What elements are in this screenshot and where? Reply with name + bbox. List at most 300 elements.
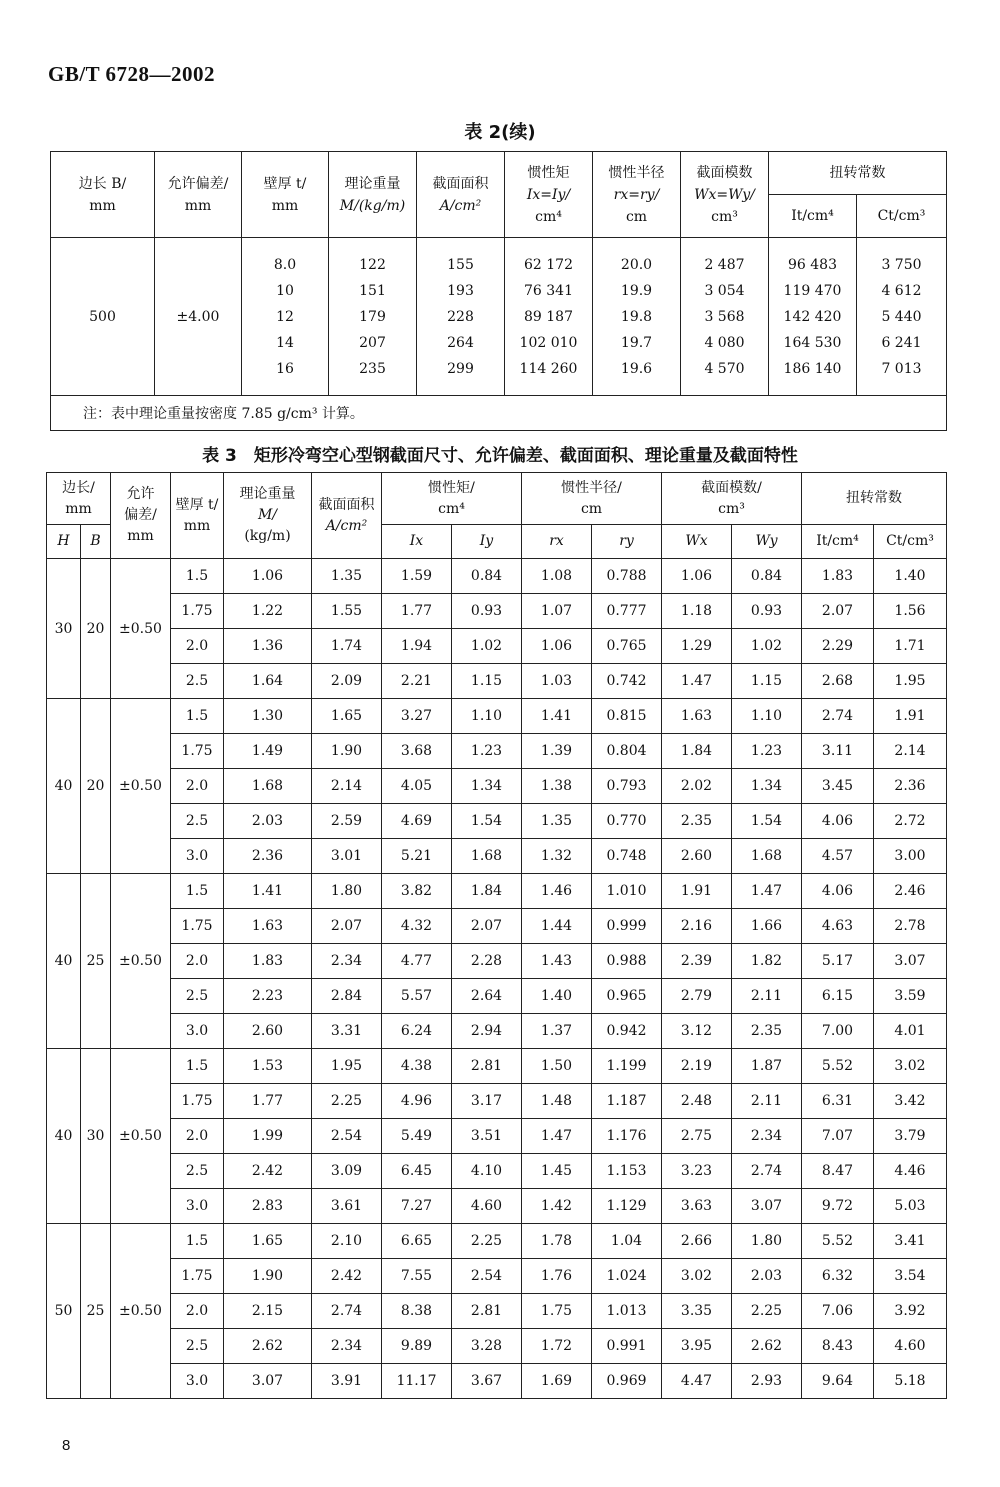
t3-cell-area: 2.84 bbox=[312, 979, 382, 1014]
t3-cell-ix: 3.82 bbox=[382, 874, 452, 909]
table-row bbox=[47, 1084, 947, 1119]
t3-cell-wx: 2.48 bbox=[662, 1084, 732, 1119]
standard-code: GB/T 6728—2002 bbox=[48, 62, 216, 86]
t3-cell-wx: 2.02 bbox=[662, 769, 732, 804]
t3-cell-rx: 1.08 bbox=[522, 559, 592, 594]
t3-body bbox=[47, 559, 947, 1399]
t3-group-h: 40 bbox=[47, 699, 81, 874]
t3-cell-iy: 1.23 bbox=[452, 734, 522, 769]
t3-cell-rx: 1.43 bbox=[522, 944, 592, 979]
t3-cell-wx: 1.91 bbox=[662, 874, 732, 909]
t3-cell-wx: 3.12 bbox=[662, 1014, 732, 1049]
t3-cell-ix: 5.57 bbox=[382, 979, 452, 1014]
t3-cell-thickness: 1.75 bbox=[171, 909, 224, 944]
t3-cell-area: 2.74 bbox=[312, 1294, 382, 1329]
t3-cell-thickness: 2.5 bbox=[171, 1329, 224, 1364]
t3-cell-ct: 3.59 bbox=[874, 979, 947, 1014]
table-row bbox=[47, 594, 947, 629]
t3-cell-thickness: 3.0 bbox=[171, 1189, 224, 1224]
t3-cell-ry: 1.129 bbox=[592, 1189, 662, 1224]
t3-cell-wx: 3.23 bbox=[662, 1154, 732, 1189]
t3-cell-iy: 4.10 bbox=[452, 1154, 522, 1189]
t3-header-h: H bbox=[47, 525, 81, 559]
t3-header-area: 截面面积 A/cm² bbox=[312, 473, 382, 559]
list-value: 8.0 bbox=[273, 256, 297, 273]
t3-cell-iy: 2.81 bbox=[452, 1049, 522, 1084]
t3-cell-it: 9.72 bbox=[802, 1189, 874, 1224]
t3-cell-wx: 4.47 bbox=[662, 1364, 732, 1399]
t3-cell-rx: 1.75 bbox=[522, 1294, 592, 1329]
t3-cell-iy: 1.68 bbox=[452, 839, 522, 874]
t3-cell-rx: 1.45 bbox=[522, 1154, 592, 1189]
table-row bbox=[47, 734, 947, 769]
t3-cell-thickness: 2.0 bbox=[171, 944, 224, 979]
t3-cell-area: 2.10 bbox=[312, 1224, 382, 1259]
t3-cell-ct: 4.60 bbox=[874, 1329, 947, 1364]
t2-header-inertia: 惯性矩 Ix=Iy/ cm⁴ bbox=[505, 152, 593, 238]
t3-cell-wx: 1.84 bbox=[662, 734, 732, 769]
t3-cell-weight: 3.07 bbox=[224, 1364, 312, 1399]
t3-cell-iy: 2.81 bbox=[452, 1294, 522, 1329]
t3-cell-it: 1.83 bbox=[802, 559, 874, 594]
t3-cell-ct: 3.02 bbox=[874, 1049, 947, 1084]
t3-cell-wx: 3.35 bbox=[662, 1294, 732, 1329]
list-value: 6 241 bbox=[881, 334, 922, 351]
table-row bbox=[47, 629, 947, 664]
table-row bbox=[47, 1119, 947, 1154]
t3-header-ct: Ct/cm³ bbox=[874, 525, 947, 559]
t3-cell-ct: 1.95 bbox=[874, 664, 947, 699]
t3-cell-ct: 4.01 bbox=[874, 1014, 947, 1049]
t3-cell-wx: 2.60 bbox=[662, 839, 732, 874]
t3-cell-thickness: 1.75 bbox=[171, 594, 224, 629]
t3-cell-rx: 1.48 bbox=[522, 1084, 592, 1119]
t3-header-inertia: 惯性矩/ cm⁴ bbox=[382, 473, 522, 525]
t3-cell-it: 5.17 bbox=[802, 944, 874, 979]
t3-group-h: 40 bbox=[47, 1049, 81, 1224]
t2-modulus-col bbox=[681, 238, 769, 396]
t2-inertia-col bbox=[505, 238, 593, 396]
t3-header-modulus: 截面模数/ cm³ bbox=[662, 473, 802, 525]
t3-cell-it: 4.06 bbox=[802, 874, 874, 909]
t3-cell-area: 3.31 bbox=[312, 1014, 382, 1049]
t2-ct-col bbox=[857, 238, 947, 396]
t2-header-ct: Ct/cm³ bbox=[857, 195, 947, 238]
t2-area-col bbox=[417, 238, 505, 396]
t2-header-torsion: 扭转常数 bbox=[769, 152, 947, 195]
t3-cell-it: 2.68 bbox=[802, 664, 874, 699]
t3-cell-thickness: 2.5 bbox=[171, 664, 224, 699]
t3-cell-wy: 1.47 bbox=[732, 874, 802, 909]
table-row bbox=[47, 909, 947, 944]
t3-cell-ry: 0.969 bbox=[592, 1364, 662, 1399]
t3-cell-ix: 6.65 bbox=[382, 1224, 452, 1259]
t3-cell-iy: 3.51 bbox=[452, 1119, 522, 1154]
t3-cell-thickness: 2.0 bbox=[171, 769, 224, 804]
t3-header-b: B bbox=[81, 525, 111, 559]
t3-group-tol: ±0.50 bbox=[111, 874, 171, 1049]
t3-cell-thickness: 3.0 bbox=[171, 839, 224, 874]
t2-header-thickness: 壁厚 t/ mm bbox=[242, 152, 329, 238]
table2-title: 表 2(续) bbox=[464, 122, 536, 143]
t3-cell-iy: 0.84 bbox=[452, 559, 522, 594]
t3-group-h: 50 bbox=[47, 1224, 81, 1399]
t3-cell-rx: 1.76 bbox=[522, 1259, 592, 1294]
t3-cell-rx: 1.41 bbox=[522, 699, 592, 734]
t3-cell-weight: 2.36 bbox=[224, 839, 312, 874]
t3-cell-wx: 1.63 bbox=[662, 699, 732, 734]
t3-cell-wy: 1.34 bbox=[732, 769, 802, 804]
list-value: 76 341 bbox=[524, 282, 573, 299]
t3-cell-ix: 4.38 bbox=[382, 1049, 452, 1084]
table-row bbox=[47, 769, 947, 804]
t3-cell-ix: 5.49 bbox=[382, 1119, 452, 1154]
t3-cell-ct: 3.79 bbox=[874, 1119, 947, 1154]
table3-title: 表 3 矩形冷弯空心型钢截面尺寸、允许偏差、截面面积、理论重量及截面特性 bbox=[202, 446, 798, 466]
page-number: 8 bbox=[62, 1437, 71, 1454]
table-row bbox=[47, 874, 947, 909]
t3-cell-area: 3.61 bbox=[312, 1189, 382, 1224]
t3-header-wx: Wx bbox=[662, 525, 732, 559]
t3-cell-ix: 9.89 bbox=[382, 1329, 452, 1364]
list-value: 89 187 bbox=[524, 308, 573, 325]
t3-cell-ct: 2.72 bbox=[874, 804, 947, 839]
t3-cell-weight: 1.65 bbox=[224, 1224, 312, 1259]
t3-group-b: 20 bbox=[81, 559, 111, 699]
t3-cell-iy: 0.93 bbox=[452, 594, 522, 629]
t2-weight-col bbox=[329, 238, 417, 396]
t3-cell-it: 7.06 bbox=[802, 1294, 874, 1329]
t3-cell-area: 2.34 bbox=[312, 944, 382, 979]
list-value: 62 172 bbox=[524, 256, 573, 273]
t3-cell-thickness: 1.75 bbox=[171, 1084, 224, 1119]
t3-cell-area: 2.07 bbox=[312, 909, 382, 944]
list-value: 19.7 bbox=[620, 334, 653, 351]
table3 bbox=[46, 472, 947, 1399]
list-value: 122 bbox=[359, 256, 386, 273]
t3-cell-ct: 5.03 bbox=[874, 1189, 947, 1224]
list-value: 228 bbox=[447, 308, 474, 325]
t3-header-tolerance: 允许 偏差/ mm bbox=[111, 473, 171, 559]
t3-cell-rx: 1.50 bbox=[522, 1049, 592, 1084]
t3-cell-ry: 1.153 bbox=[592, 1154, 662, 1189]
table-row bbox=[47, 664, 947, 699]
t3-cell-area: 1.80 bbox=[312, 874, 382, 909]
t3-cell-thickness: 2.0 bbox=[171, 1119, 224, 1154]
t3-cell-thickness: 1.5 bbox=[171, 559, 224, 594]
list-value: 4 612 bbox=[881, 282, 922, 299]
t3-cell-it: 6.15 bbox=[802, 979, 874, 1014]
t3-cell-rx: 1.37 bbox=[522, 1014, 592, 1049]
t3-header-ry: ry bbox=[592, 525, 662, 559]
t3-cell-rx: 1.47 bbox=[522, 1119, 592, 1154]
t3-cell-ix: 6.24 bbox=[382, 1014, 452, 1049]
t3-cell-thickness: 2.0 bbox=[171, 629, 224, 664]
t3-cell-area: 2.42 bbox=[312, 1259, 382, 1294]
t3-cell-ry: 0.965 bbox=[592, 979, 662, 1014]
t3-cell-iy: 1.15 bbox=[452, 664, 522, 699]
list-value: 142 420 bbox=[783, 308, 842, 325]
t3-cell-area: 2.54 bbox=[312, 1119, 382, 1154]
t2-thickness-col bbox=[242, 238, 329, 396]
t3-cell-rx: 1.39 bbox=[522, 734, 592, 769]
t3-cell-ct: 1.40 bbox=[874, 559, 947, 594]
list-value: 4 570 bbox=[704, 360, 745, 377]
t3-cell-wx: 3.02 bbox=[662, 1259, 732, 1294]
table-row bbox=[47, 1259, 947, 1294]
list-value: 155 bbox=[447, 256, 474, 273]
t3-cell-area: 3.91 bbox=[312, 1364, 382, 1399]
t3-group-h: 40 bbox=[47, 874, 81, 1049]
t3-cell-rx: 1.44 bbox=[522, 909, 592, 944]
list-value: 207 bbox=[359, 334, 386, 351]
t3-cell-thickness: 2.5 bbox=[171, 1154, 224, 1189]
t2-it-col bbox=[769, 238, 857, 396]
t2-header-weight: 理论重量 M/(kg/m) bbox=[329, 152, 417, 238]
t3-cell-ct: 3.42 bbox=[874, 1084, 947, 1119]
t3-cell-wy: 1.54 bbox=[732, 804, 802, 839]
list-value: 16 bbox=[276, 360, 294, 377]
t2-header-modulus: 截面模数 Wx=Wy/ cm³ bbox=[681, 152, 769, 238]
t3-cell-ry: 1.04 bbox=[592, 1224, 662, 1259]
t3-cell-ix: 1.94 bbox=[382, 629, 452, 664]
list-value: 96 483 bbox=[788, 256, 837, 273]
t3-cell-wy: 2.11 bbox=[732, 1084, 802, 1119]
t3-cell-wy: 2.03 bbox=[732, 1259, 802, 1294]
list-value: 10 bbox=[276, 282, 294, 299]
table-row bbox=[47, 1189, 947, 1224]
t3-cell-weight: 2.23 bbox=[224, 979, 312, 1014]
t3-cell-ix: 5.21 bbox=[382, 839, 452, 874]
t3-cell-wy: 2.74 bbox=[732, 1154, 802, 1189]
t3-cell-area: 1.55 bbox=[312, 594, 382, 629]
t3-cell-thickness: 1.5 bbox=[171, 874, 224, 909]
t3-cell-ix: 4.32 bbox=[382, 909, 452, 944]
t3-header-ix: Ix bbox=[382, 525, 452, 559]
table-row bbox=[47, 1014, 947, 1049]
t3-cell-wy: 2.93 bbox=[732, 1364, 802, 1399]
list-value: 179 bbox=[359, 308, 386, 325]
t3-header-radius: 惯性半径/ cm bbox=[522, 473, 662, 525]
t3-cell-ct: 3.54 bbox=[874, 1259, 947, 1294]
table-row bbox=[47, 1224, 947, 1259]
list-value: 119 470 bbox=[783, 282, 842, 299]
t3-cell-it: 6.31 bbox=[802, 1084, 874, 1119]
list-value: 235 bbox=[359, 360, 386, 377]
t3-cell-thickness: 3.0 bbox=[171, 1364, 224, 1399]
t3-cell-ix: 4.05 bbox=[382, 769, 452, 804]
t3-header-thickness: 壁厚 t/ mm bbox=[171, 473, 224, 559]
list-value: 264 bbox=[447, 334, 474, 351]
list-value: 4 080 bbox=[704, 334, 745, 351]
t3-cell-weight: 2.60 bbox=[224, 1014, 312, 1049]
t3-cell-weight: 1.63 bbox=[224, 909, 312, 944]
t3-group-tol: ±0.50 bbox=[111, 1049, 171, 1224]
t3-cell-iy: 3.28 bbox=[452, 1329, 522, 1364]
t3-cell-area: 1.95 bbox=[312, 1049, 382, 1084]
t3-group-h: 30 bbox=[47, 559, 81, 699]
t2-side: 500 bbox=[51, 238, 155, 396]
t3-cell-wy: 2.35 bbox=[732, 1014, 802, 1049]
t3-cell-weight: 1.90 bbox=[224, 1259, 312, 1294]
t3-cell-wx: 2.19 bbox=[662, 1049, 732, 1084]
t3-cell-thickness: 2.5 bbox=[171, 979, 224, 1014]
table-row bbox=[47, 1294, 947, 1329]
table-row bbox=[47, 979, 947, 1014]
t3-cell-wy: 1.80 bbox=[732, 1224, 802, 1259]
t3-cell-it: 4.57 bbox=[802, 839, 874, 874]
t3-cell-rx: 1.40 bbox=[522, 979, 592, 1014]
t3-cell-ix: 7.55 bbox=[382, 1259, 452, 1294]
t3-cell-ry: 0.991 bbox=[592, 1329, 662, 1364]
t3-cell-ry: 0.942 bbox=[592, 1014, 662, 1049]
t3-cell-iy: 2.07 bbox=[452, 909, 522, 944]
t3-cell-ry: 0.765 bbox=[592, 629, 662, 664]
list-value: 102 010 bbox=[519, 334, 578, 351]
t3-cell-ry: 1.013 bbox=[592, 1294, 662, 1329]
t3-cell-thickness: 3.0 bbox=[171, 1014, 224, 1049]
t3-cell-it: 3.11 bbox=[802, 734, 874, 769]
t3-cell-it: 8.47 bbox=[802, 1154, 874, 1189]
list-value: 12 bbox=[276, 308, 294, 325]
t3-cell-ix: 4.69 bbox=[382, 804, 452, 839]
t3-cell-it: 5.52 bbox=[802, 1049, 874, 1084]
t3-cell-iy: 2.28 bbox=[452, 944, 522, 979]
t3-cell-wy: 0.84 bbox=[732, 559, 802, 594]
t3-cell-area: 2.25 bbox=[312, 1084, 382, 1119]
t3-cell-rx: 1.03 bbox=[522, 664, 592, 699]
table-row bbox=[47, 1364, 947, 1399]
t3-cell-ix: 8.38 bbox=[382, 1294, 452, 1329]
t3-cell-ry: 1.176 bbox=[592, 1119, 662, 1154]
t3-cell-weight: 1.06 bbox=[224, 559, 312, 594]
t3-cell-ct: 5.18 bbox=[874, 1364, 947, 1399]
t3-cell-ct: 2.46 bbox=[874, 874, 947, 909]
t3-cell-ix: 7.27 bbox=[382, 1189, 452, 1224]
t3-cell-wx: 2.66 bbox=[662, 1224, 732, 1259]
t3-cell-it: 2.29 bbox=[802, 629, 874, 664]
t3-cell-rx: 1.46 bbox=[522, 874, 592, 909]
t3-cell-weight: 2.15 bbox=[224, 1294, 312, 1329]
table-row bbox=[47, 1329, 947, 1364]
list-value: 114 260 bbox=[519, 360, 578, 377]
t3-header-it: It/cm⁴ bbox=[802, 525, 874, 559]
t3-cell-weight: 1.41 bbox=[224, 874, 312, 909]
t3-cell-wy: 1.87 bbox=[732, 1049, 802, 1084]
t3-cell-thickness: 2.0 bbox=[171, 1294, 224, 1329]
t2-header-tolerance: 允许偏差/ mm bbox=[155, 152, 242, 238]
table-row bbox=[47, 839, 947, 874]
t3-cell-wx: 1.47 bbox=[662, 664, 732, 699]
t3-cell-weight: 2.42 bbox=[224, 1154, 312, 1189]
t3-cell-thickness: 1.75 bbox=[171, 734, 224, 769]
t3-cell-area: 2.14 bbox=[312, 769, 382, 804]
t3-cell-area: 2.09 bbox=[312, 664, 382, 699]
t3-cell-weight: 1.30 bbox=[224, 699, 312, 734]
t3-cell-area: 1.35 bbox=[312, 559, 382, 594]
t3-cell-iy: 1.84 bbox=[452, 874, 522, 909]
t3-cell-rx: 1.38 bbox=[522, 769, 592, 804]
t2-header-side: 边长 B/ mm bbox=[51, 152, 155, 238]
t3-header-iy: Iy bbox=[452, 525, 522, 559]
t3-cell-ct: 3.92 bbox=[874, 1294, 947, 1329]
t2-header-radius: 惯性半径 rx=ry/ cm bbox=[593, 152, 681, 238]
t3-header-weight: 理论重量 M/ (kg/m) bbox=[224, 473, 312, 559]
t3-cell-ry: 0.777 bbox=[592, 594, 662, 629]
t3-cell-wx: 1.18 bbox=[662, 594, 732, 629]
t3-cell-it: 5.52 bbox=[802, 1224, 874, 1259]
t3-cell-ix: 4.77 bbox=[382, 944, 452, 979]
t3-cell-ry: 0.988 bbox=[592, 944, 662, 979]
t3-cell-ix: 6.45 bbox=[382, 1154, 452, 1189]
t3-cell-ry: 0.770 bbox=[592, 804, 662, 839]
t3-cell-ct: 3.41 bbox=[874, 1224, 947, 1259]
t3-cell-iy: 3.17 bbox=[452, 1084, 522, 1119]
t3-cell-iy: 2.94 bbox=[452, 1014, 522, 1049]
t3-cell-rx: 1.78 bbox=[522, 1224, 592, 1259]
t3-cell-it: 3.45 bbox=[802, 769, 874, 804]
t2-header-it: It/cm⁴ bbox=[769, 195, 857, 238]
t3-cell-it: 7.07 bbox=[802, 1119, 874, 1154]
list-value: 3 568 bbox=[704, 308, 745, 325]
list-value: 20.0 bbox=[620, 256, 653, 273]
t3-cell-rx: 1.72 bbox=[522, 1329, 592, 1364]
t3-cell-wx: 2.39 bbox=[662, 944, 732, 979]
list-value: 193 bbox=[447, 282, 474, 299]
t3-group-tol: ±0.50 bbox=[111, 559, 171, 699]
t3-cell-ix: 11.17 bbox=[382, 1364, 452, 1399]
t3-cell-wy: 2.34 bbox=[732, 1119, 802, 1154]
t3-cell-ry: 0.788 bbox=[592, 559, 662, 594]
table-row bbox=[47, 1049, 947, 1084]
t3-group-b: 25 bbox=[81, 874, 111, 1049]
t3-cell-wx: 3.63 bbox=[662, 1189, 732, 1224]
t3-cell-iy: 1.10 bbox=[452, 699, 522, 734]
t3-cell-wx: 2.16 bbox=[662, 909, 732, 944]
list-value: 14 bbox=[276, 334, 294, 351]
t3-group-tol: ±0.50 bbox=[111, 1224, 171, 1399]
t3-header-rx: rx bbox=[522, 525, 592, 559]
t3-cell-ct: 3.07 bbox=[874, 944, 947, 979]
t3-cell-rx: 1.35 bbox=[522, 804, 592, 839]
t3-group-tol: ±0.50 bbox=[111, 699, 171, 874]
t3-cell-area: 2.34 bbox=[312, 1329, 382, 1364]
list-value: 186 140 bbox=[783, 360, 842, 377]
t3-cell-thickness: 1.5 bbox=[171, 1049, 224, 1084]
t3-cell-ry: 0.793 bbox=[592, 769, 662, 804]
t3-cell-ix: 3.68 bbox=[382, 734, 452, 769]
t3-cell-wy: 1.02 bbox=[732, 629, 802, 664]
t3-cell-ix: 3.27 bbox=[382, 699, 452, 734]
t3-cell-area: 2.59 bbox=[312, 804, 382, 839]
t3-cell-weight: 2.03 bbox=[224, 804, 312, 839]
t2-radius-col bbox=[593, 238, 681, 396]
t3-cell-ry: 1.187 bbox=[592, 1084, 662, 1119]
list-value: 19.8 bbox=[620, 308, 653, 325]
t3-cell-iy: 1.54 bbox=[452, 804, 522, 839]
t3-cell-it: 7.00 bbox=[802, 1014, 874, 1049]
list-value: 164 530 bbox=[783, 334, 842, 351]
t3-cell-wy: 1.23 bbox=[732, 734, 802, 769]
t3-cell-it: 2.74 bbox=[802, 699, 874, 734]
list-value: 19.9 bbox=[620, 282, 653, 299]
t3-cell-iy: 2.25 bbox=[452, 1224, 522, 1259]
t3-cell-wy: 1.66 bbox=[732, 909, 802, 944]
t3-cell-ct: 1.71 bbox=[874, 629, 947, 664]
t3-cell-ry: 0.999 bbox=[592, 909, 662, 944]
t3-cell-weight: 1.22 bbox=[224, 594, 312, 629]
t3-group-b: 30 bbox=[81, 1049, 111, 1224]
